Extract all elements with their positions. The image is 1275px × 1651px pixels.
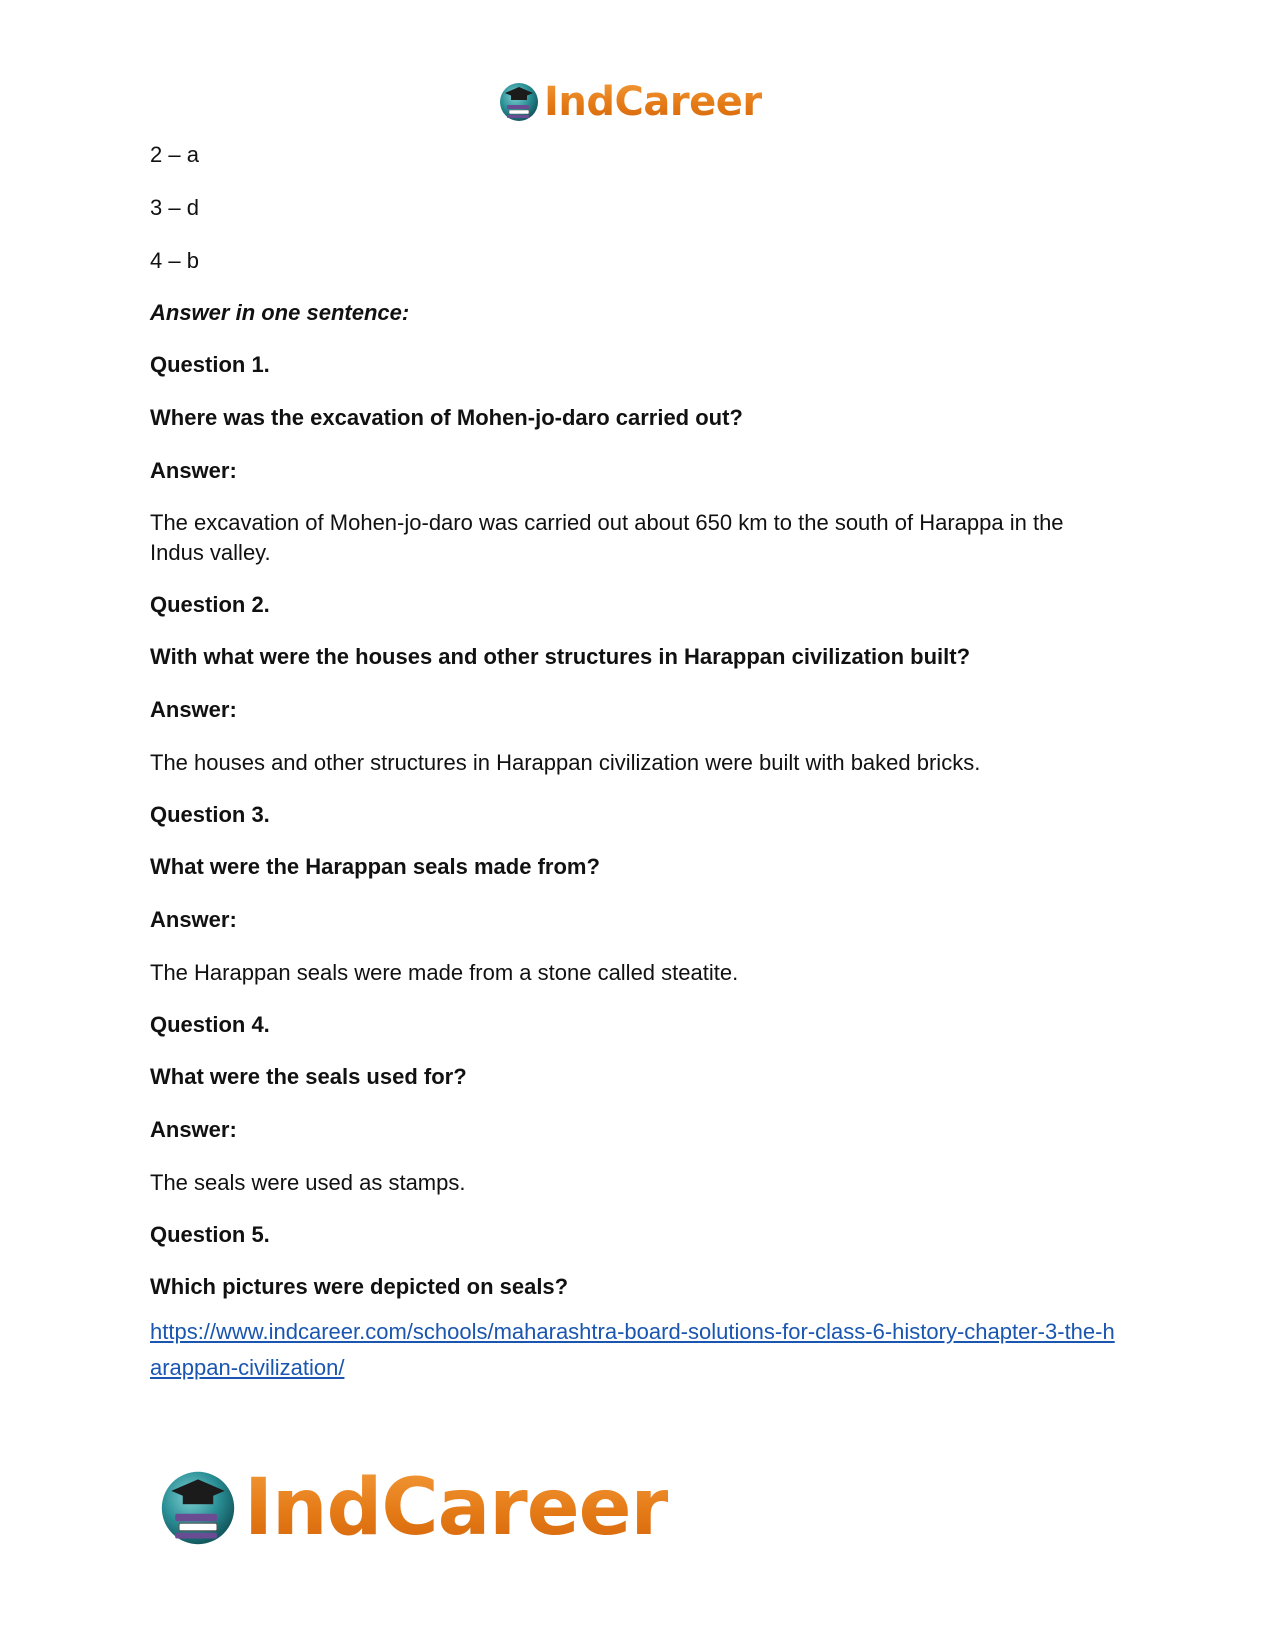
question-5-label: Question 5.: [150, 1222, 270, 1247]
question-1-text: Where was the excavation of Mohen-jo-daro carried out?: [150, 405, 743, 430]
question-2-label: Question 2.: [150, 592, 270, 617]
answer-4-label: Answer:: [150, 1117, 237, 1142]
answer-3-label: Answer:: [150, 907, 237, 932]
match-answer-1: 2 – a: [150, 142, 199, 167]
question-2-text: With what were the houses and other structures in Harappan civilization built?: [150, 644, 971, 669]
globe-graduation-cap-icon: [498, 81, 540, 123]
answer-4-text: The seals were used as stamps.: [150, 1170, 466, 1195]
question-1-label: Question 1.: [150, 352, 270, 377]
question-5-text: Which pictures were depicted on seals?: [150, 1274, 569, 1299]
logo-text: IndCareer: [244, 1463, 668, 1553]
source-link[interactable]: https://www.indcareer.com/schools/maharashtra-board-solutions-for-class-6-history-chapter-3-the-harappan-civilization/: [150, 1319, 1115, 1380]
question-3-label: Question 3.: [150, 802, 270, 827]
globe-graduation-cap-icon: [158, 1468, 238, 1548]
question-3-text: What were the Harappan seals made from?: [150, 854, 600, 879]
logo-text: IndCareer: [544, 79, 762, 125]
answer-3-text: The Harappan seals were made from a stone called steatite.: [150, 960, 739, 985]
match-answer-2: 3 – d: [150, 195, 199, 220]
answer-2-text: The houses and other structures in Harappan civilization were built with baked bricks.: [150, 750, 981, 775]
footer-logo: [158, 1460, 668, 1556]
question-4-label: Question 4.: [150, 1012, 270, 1037]
match-answer-3: 4 – b: [150, 248, 199, 273]
answer-1-text: The excavation of Mohen-jo-daro was carried out about 650 km to the south of Harappa in the Indus valley.: [150, 510, 1064, 565]
answer-2-label: Answer:: [150, 697, 237, 722]
answer-1-label: Answer:: [150, 458, 237, 483]
question-4-text: What were the seals used for?: [150, 1064, 467, 1089]
header-logo: [498, 74, 762, 130]
section-heading: Answer in one sentence:: [150, 300, 410, 325]
